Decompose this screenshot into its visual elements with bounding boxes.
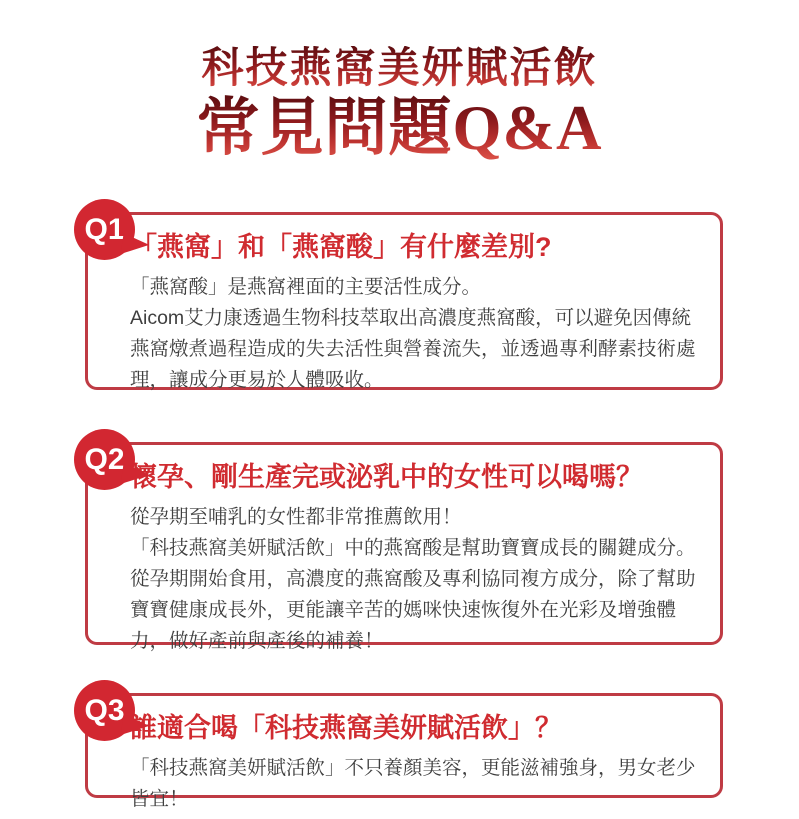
answer-3 [130, 753, 704, 815]
question-3-text: 誰適合喝「科技燕窩美妍賦活飲」？ [130, 713, 562, 743]
answer-2 [130, 502, 704, 657]
q3-bubble-badge [74, 680, 135, 741]
speech-bubble-tail [121, 233, 151, 258]
answer-2-paragraph: 「科技燕窩美妍賦活飲」中的燕窩酸是幫助寶寶成長的關鍵成分。 [130, 537, 696, 560]
answer-2-paragraph: 從孕期開始食用，高濃度的燕窩酸及專利協同複方成分，除了幫助寶寶健康成長外，更能讓辛苦的媽咪快速恢復外在光彩及增強體力，做好產前與產後的補養！ [130, 568, 696, 653]
speech-bubble-tail [121, 463, 151, 488]
answer-1-paragraph: 「燕窩酸」是燕窩裡面的主要活性成分。 [130, 276, 482, 299]
q1-bubble-badge [74, 199, 135, 260]
page-title: 常見問題Q&A [196, 93, 603, 164]
q2-badge-label: Q2 [84, 442, 125, 476]
qa-card-3 [84, 693, 723, 811]
question-1-text: 「燕窩」和「燕窩酸」有什麼差別? [130, 232, 552, 262]
qa-card-2 [84, 442, 723, 653]
answer-2-paragraph: 從孕期至哺乳的女性都非常推薦飲用！ [130, 506, 462, 529]
question-2-text: 懷孕、剛生產完或泌乳中的女性可以喝嗎？ [130, 462, 643, 492]
q1-badge-label: Q1 [84, 212, 125, 246]
answer-3-paragraph: 「科技燕窩美妍賦活飲」不只養顏美容，更能滋補強身，男女老少皆宜！ [130, 757, 696, 811]
qa-card-1 [85, 212, 723, 390]
page-header [0, 0, 799, 164]
answer-1-paragraph: Aicom艾力康透過生物科技萃取出高濃度燕窩酸，可以避免因傳統燕窩燉煮過程造成的失去活性與營養流失，並透過專利酵素技術處理，讓成分更易於人體吸收。 [130, 307, 696, 392]
q2-bubble-badge [74, 429, 135, 490]
answer-1 [130, 272, 704, 396]
product-title: 科技燕窩美妍賦活飲 [201, 46, 598, 92]
q3-badge-label: Q3 [84, 693, 125, 727]
speech-bubble-tail [121, 714, 151, 739]
